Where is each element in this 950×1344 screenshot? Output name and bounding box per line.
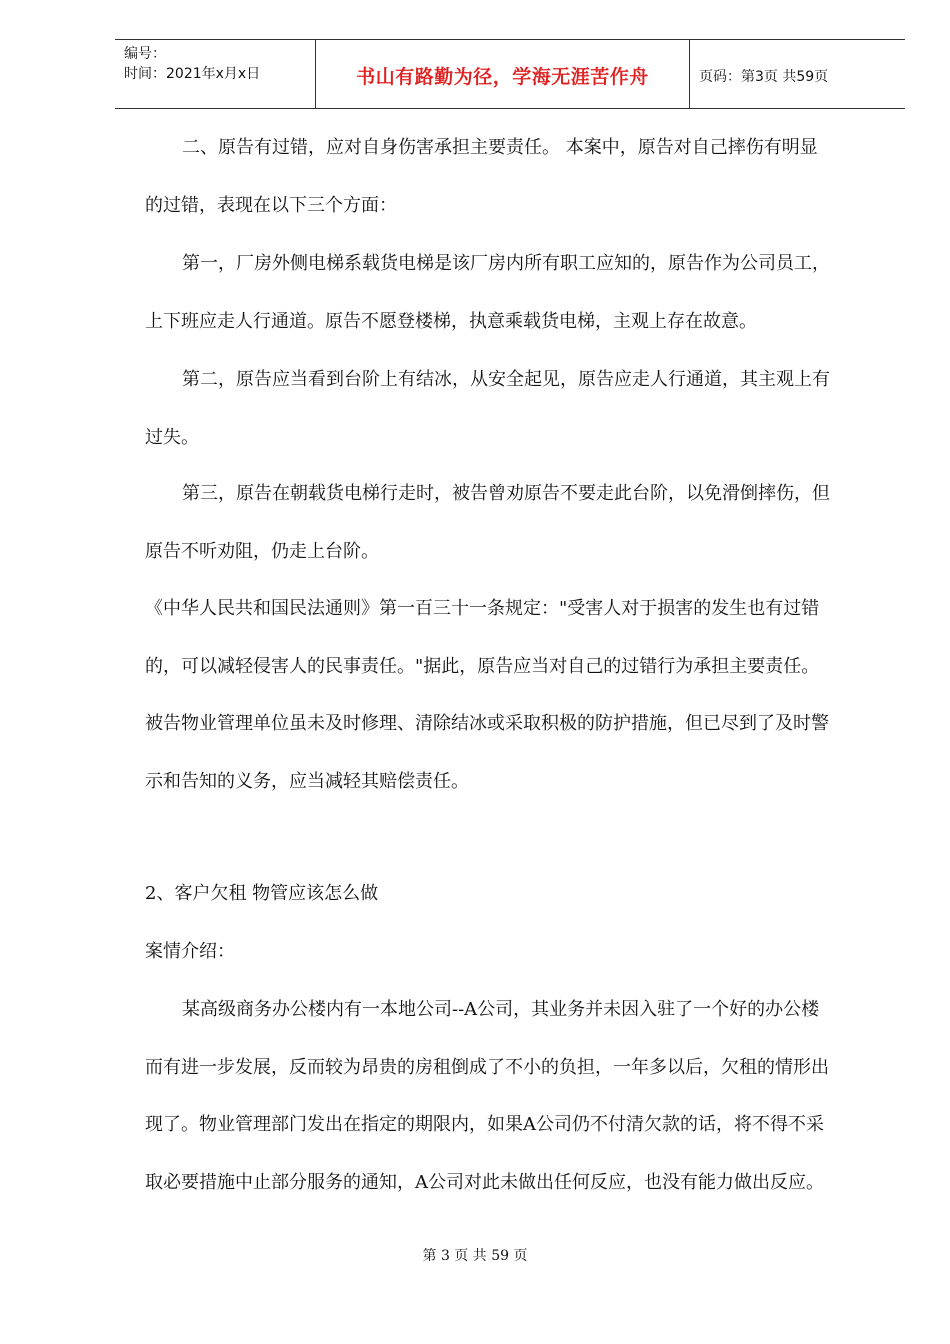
document-header	[115, 39, 905, 109]
body-line: 第三，原告在朝载货电梯行走时，被告曾劝原告不要走此台阶，以免滑倒摔伤，但	[182, 483, 830, 504]
body-line: 过失。	[145, 427, 199, 448]
body-line: 案情介绍：	[145, 941, 235, 962]
page-footer: 第 3 页 共 59 页	[422, 1248, 528, 1264]
header-page-info: 页码：第3页 共59页	[699, 69, 829, 85]
body-line: 取必要措施中止部分服务的通知，A公司对此未做出任何反应，也没有能力做出反应。	[145, 1172, 824, 1193]
body-line: 的过错，表现在以下三个方面：	[145, 195, 397, 216]
body-line: 而有进一步发展，反而较为昂贵的房租倒成了不小的负担，一年多以后，欠租的情形出	[145, 1057, 829, 1078]
body-line: 第一，厂房外侧电梯系载货电梯是该厂房内所有职工应知的，原告作为公司员工，	[182, 253, 830, 274]
header-motto: 书山有路勤为径，学海无涯苦作舟	[356, 66, 649, 88]
body-line: 第二，原告应当看到台阶上有结冰，从安全起见，原告应走人行通道，其主观上有	[182, 369, 830, 390]
body-line: 上下班应走人行通道。原告不愿登楼梯，执意乘载货电梯，主观上存在故意。	[145, 311, 757, 332]
body-line: 被告物业管理单位虽未及时修理、清除结冰或采取积极的防护措施，但已尽到了及时警	[145, 713, 829, 734]
body-line: 示和告知的义务，应当减轻其赔偿责任。	[145, 771, 469, 792]
body-line: 现了。物业管理部门发出在指定的期限内，如果A公司仍不付清欠款的话，将不得不采	[145, 1114, 824, 1135]
body-line: 原告不听劝阻，仍走上台阶。	[145, 541, 379, 562]
body-line: 二、原告有过错，应对自身伤害承担主要责任。 本案中，原告对自己摔伤有明显	[182, 137, 818, 158]
body-line: 的，可以减轻侵害人的民事责任。"据此，原告应当对自己的过错行为承担主要责任。	[145, 656, 820, 677]
header-motto-cell	[315, 40, 690, 108]
body-line: 某高级商务办公楼内有一本地公司--A公司，其业务并未因入驻了一个好的办公楼	[182, 999, 820, 1020]
header-number-label: 编号：	[124, 46, 166, 62]
header-meta-cell	[115, 40, 315, 108]
header-time-label: 时间：2021年x月x日	[124, 66, 261, 82]
section-heading: 2、客户欠租 物管应该怎么做	[145, 883, 379, 904]
header-page-cell	[689, 40, 905, 108]
body-line: 《中华人民共和国民法通则》第一百三十一条规定："受害人对于损害的发生也有过错	[145, 598, 820, 619]
